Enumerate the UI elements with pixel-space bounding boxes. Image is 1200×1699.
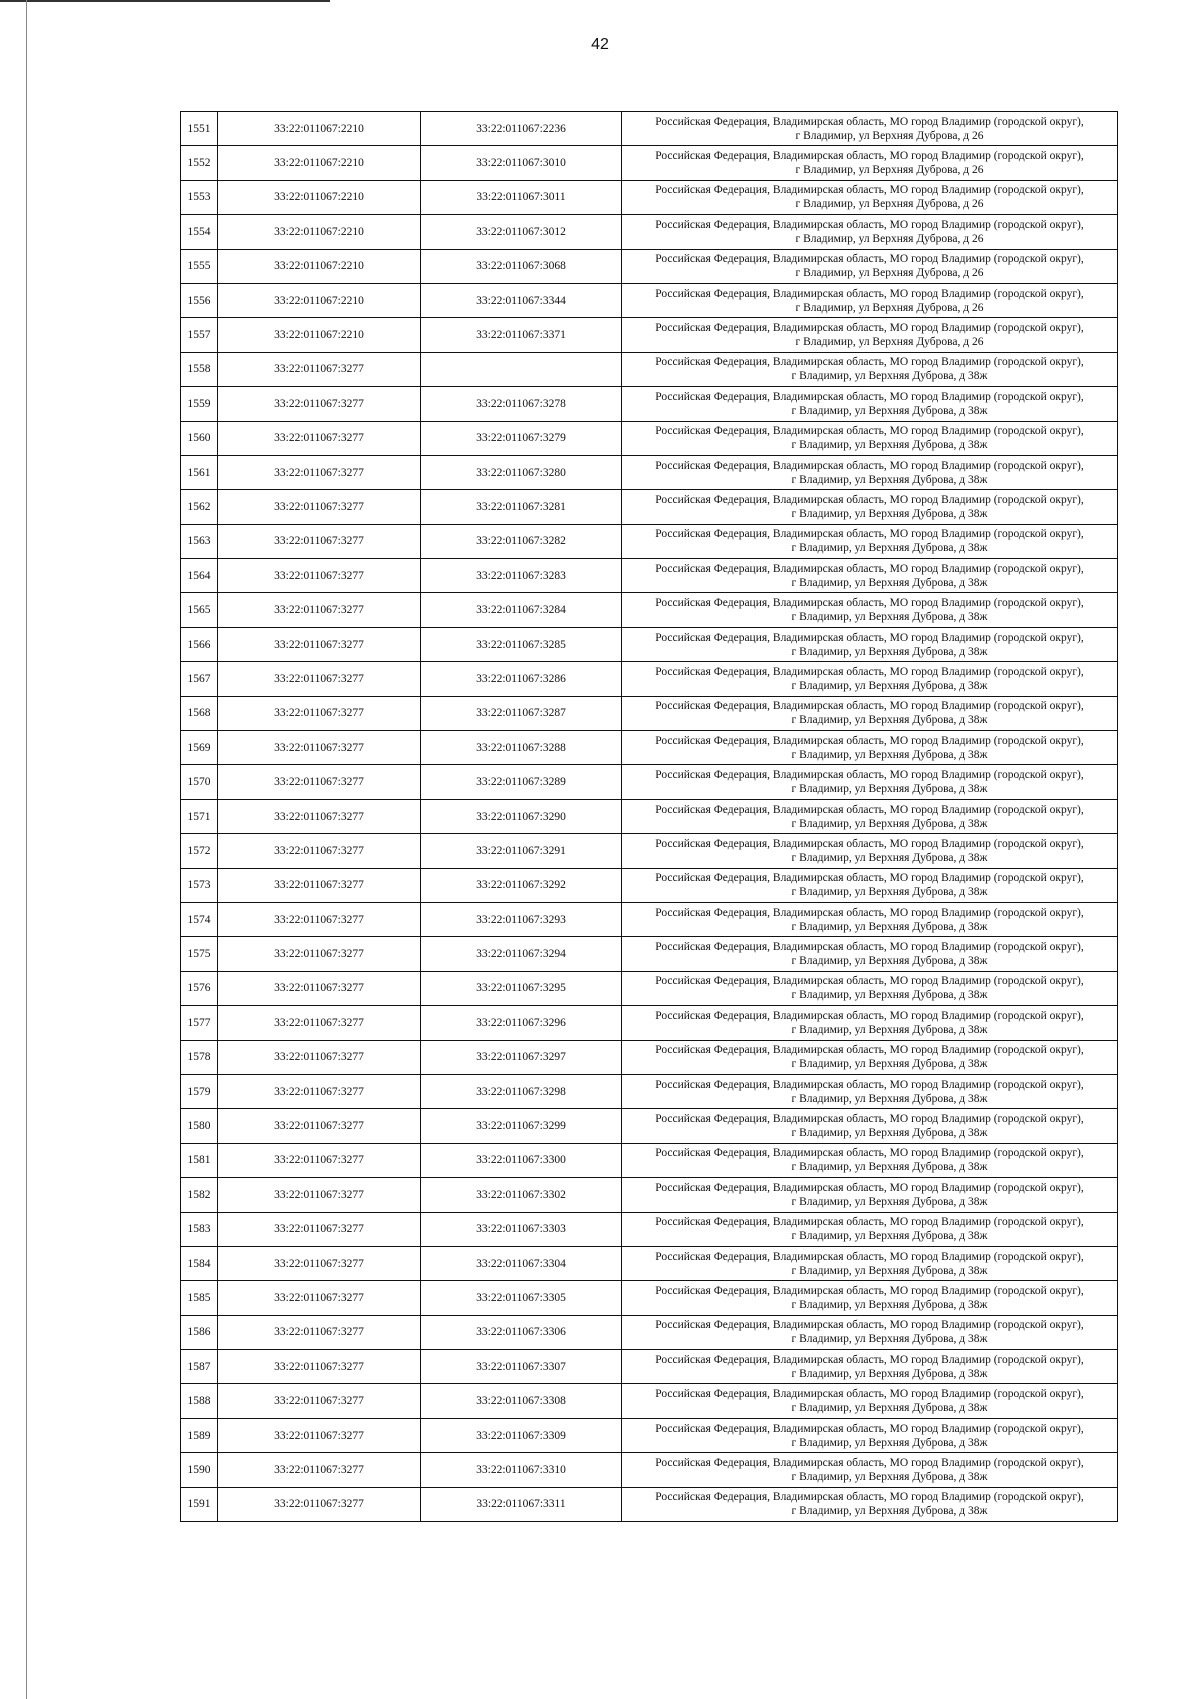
row-number: 1562 bbox=[181, 490, 218, 524]
address-line-2: г Владимир, ул Верхняя Дуброва, д 38ж bbox=[791, 955, 988, 968]
cadastral-number: 33:22:011067:3307 bbox=[421, 1350, 622, 1384]
address-line-1: Российская Федерация, Владимирская область, МО город Владимир (городской округ), bbox=[655, 356, 1084, 369]
table-row bbox=[181, 868, 1118, 902]
address-line-1: Российская Федерация, Владимирская область, МО город Владимир (городской округ), bbox=[655, 1181, 1084, 1194]
address-cell bbox=[622, 1246, 1118, 1280]
row-number: 1551 bbox=[181, 112, 218, 146]
address-cell bbox=[622, 731, 1118, 765]
address-line-2: г Владимир, ул Верхняя Дуброва, д 38ж bbox=[791, 1505, 988, 1518]
address-line-2: г Владимир, ул Верхняя Дуброва, д 38ж bbox=[791, 542, 988, 555]
address-cell bbox=[622, 1281, 1118, 1315]
cadastral-number: 33:22:011067:3308 bbox=[421, 1384, 622, 1418]
address-cell bbox=[622, 902, 1118, 936]
address-line-1: Российская Федерация, Владимирская область, МО город Владимир (городской округ), bbox=[655, 975, 1084, 988]
parent-cadastral-number: 33:22:011067:3277 bbox=[218, 1384, 421, 1418]
cadastral-number: 33:22:011067:3306 bbox=[421, 1315, 622, 1349]
cadastral-number: 33:22:011067:3284 bbox=[421, 593, 622, 627]
cadastral-number: 33:22:011067:3287 bbox=[421, 696, 622, 730]
address-cell bbox=[622, 662, 1118, 696]
row-number: 1571 bbox=[181, 799, 218, 833]
address-line-2: г Владимир, ул Верхняя Дуброва, д 38ж bbox=[791, 1402, 988, 1415]
row-number: 1559 bbox=[181, 387, 218, 421]
row-number: 1588 bbox=[181, 1384, 218, 1418]
address-line-2: г Владимир, ул Верхняя Дуброва, д 26 bbox=[795, 267, 984, 280]
cadastral-number: 33:22:011067:3281 bbox=[421, 490, 622, 524]
address-cell bbox=[622, 1418, 1118, 1452]
address-line-2: г Владимир, ул Верхняя Дуброва, д 38ж bbox=[791, 1436, 988, 1449]
address-line-2: г Владимир, ул Верхняя Дуброва, д 26 bbox=[795, 164, 984, 177]
parent-cadastral-number: 33:22:011067:3277 bbox=[218, 1315, 421, 1349]
address-cell bbox=[622, 868, 1118, 902]
cadastral-number: 33:22:011067:3295 bbox=[421, 971, 622, 1005]
row-number: 1569 bbox=[181, 731, 218, 765]
table-row bbox=[181, 799, 1118, 833]
parent-cadastral-number: 33:22:011067:3277 bbox=[218, 902, 421, 936]
table-row bbox=[181, 731, 1118, 765]
address-cell bbox=[622, 1040, 1118, 1074]
address-line-2: г Владимир, ул Верхняя Дуброва, д 26 bbox=[795, 198, 984, 211]
row-number: 1582 bbox=[181, 1178, 218, 1212]
registry-table-body bbox=[181, 112, 1118, 1522]
row-number: 1574 bbox=[181, 902, 218, 936]
parent-cadastral-number: 33:22:011067:2210 bbox=[218, 283, 421, 317]
table-row bbox=[181, 1281, 1118, 1315]
cadastral-number: 33:22:011067:3302 bbox=[421, 1178, 622, 1212]
address-line-1: Российская Федерация, Владимирская область, МО город Владимир (городской округ), bbox=[655, 287, 1084, 300]
table-row bbox=[181, 559, 1118, 593]
table-row bbox=[181, 215, 1118, 249]
row-number: 1591 bbox=[181, 1487, 218, 1521]
cadastral-number: 33:22:011067:3298 bbox=[421, 1074, 622, 1108]
row-number: 1563 bbox=[181, 524, 218, 558]
address-line-1: Российская Федерация, Владимирская область, МО город Владимир (городской округ), bbox=[655, 1388, 1084, 1401]
address-cell bbox=[622, 1487, 1118, 1521]
row-number: 1557 bbox=[181, 318, 218, 352]
address-line-1: Российская Федерация, Владимирская область, МО город Владимир (городской округ), bbox=[655, 184, 1084, 197]
cadastral-number: 33:22:011067:3293 bbox=[421, 902, 622, 936]
parent-cadastral-number: 33:22:011067:3277 bbox=[218, 1453, 421, 1487]
cadastral-number: 33:22:011067:3305 bbox=[421, 1281, 622, 1315]
table-row bbox=[181, 249, 1118, 283]
parent-cadastral-number: 33:22:011067:3277 bbox=[218, 731, 421, 765]
table-row bbox=[181, 765, 1118, 799]
address-line-2: г Владимир, ул Верхняя Дуброва, д 38ж bbox=[791, 1230, 988, 1243]
address-line-1: Российская Федерация, Владимирская область, МО город Владимир (городской округ), bbox=[655, 459, 1084, 472]
row-number: 1584 bbox=[181, 1246, 218, 1280]
address-cell bbox=[622, 627, 1118, 661]
address-line-1: Российская Федерация, Владимирская область, МО город Владимир (городской округ), bbox=[655, 218, 1084, 231]
table-row bbox=[181, 662, 1118, 696]
table-row bbox=[181, 146, 1118, 180]
address-cell bbox=[622, 490, 1118, 524]
parent-cadastral-number: 33:22:011067:3277 bbox=[218, 1418, 421, 1452]
address-cell bbox=[622, 112, 1118, 146]
address-line-2: г Владимир, ул Верхняя Дуброва, д 38ж bbox=[791, 886, 988, 899]
row-number: 1565 bbox=[181, 593, 218, 627]
address-line-1: Российская Федерация, Владимирская область, МО город Владимир (городской округ), bbox=[655, 1216, 1084, 1229]
row-number: 1586 bbox=[181, 1315, 218, 1349]
row-number: 1555 bbox=[181, 249, 218, 283]
address-line-2: г Владимир, ул Верхняя Дуброва, д 26 bbox=[795, 129, 984, 142]
row-number: 1568 bbox=[181, 696, 218, 730]
address-line-2: г Владимир, ул Верхняя Дуброва, д 38ж bbox=[791, 1195, 988, 1208]
parent-cadastral-number: 33:22:011067:3277 bbox=[218, 352, 421, 386]
table-row bbox=[181, 834, 1118, 868]
cadastral-number: 33:22:011067:3283 bbox=[421, 559, 622, 593]
address-line-2: г Владимир, ул Верхняя Дуброва, д 26 bbox=[795, 232, 984, 245]
address-line-1: Российская Федерация, Владимирская область, МО город Владимир (городской округ), bbox=[655, 941, 1084, 954]
row-number: 1572 bbox=[181, 834, 218, 868]
address-line-2: г Владимир, ул Верхняя Дуброва, д 38ж bbox=[791, 1264, 988, 1277]
cadastral-number: 33:22:011067:3297 bbox=[421, 1040, 622, 1074]
address-line-2: г Владимир, ул Верхняя Дуброва, д 38ж bbox=[791, 473, 988, 486]
address-line-1: Российская Федерация, Владимирская область, МО город Владимир (городской округ), bbox=[655, 1044, 1084, 1057]
address-cell bbox=[622, 1006, 1118, 1040]
table-row bbox=[181, 283, 1118, 317]
table-row bbox=[181, 1178, 1118, 1212]
cadastral-number: 33:22:011067:3300 bbox=[421, 1143, 622, 1177]
address-line-2: г Владимир, ул Верхняя Дуброва, д 38ж bbox=[791, 1333, 988, 1346]
table-row bbox=[181, 455, 1118, 489]
row-number: 1590 bbox=[181, 1453, 218, 1487]
row-number: 1566 bbox=[181, 627, 218, 661]
table-row bbox=[181, 1074, 1118, 1108]
row-number: 1589 bbox=[181, 1418, 218, 1452]
parent-cadastral-number: 33:22:011067:3277 bbox=[218, 1212, 421, 1246]
address-line-1: Российская Федерация, Владимирская область, МО город Владимир (городской округ), bbox=[655, 1353, 1084, 1366]
address-line-1: Российская Федерация, Владимирская область, МО город Владимир (городской округ), bbox=[655, 322, 1084, 335]
address-line-2: г Владимир, ул Верхняя Дуброва, д 38ж bbox=[791, 851, 988, 864]
cadastral-number: 33:22:011067:3290 bbox=[421, 799, 622, 833]
cadastral-number: 33:22:011067:3288 bbox=[421, 731, 622, 765]
row-number: 1553 bbox=[181, 180, 218, 214]
row-number: 1578 bbox=[181, 1040, 218, 1074]
address-line-2: г Владимир, ул Верхняя Дуброва, д 38ж bbox=[791, 611, 988, 624]
address-cell bbox=[622, 1384, 1118, 1418]
address-line-1: Российская Федерация, Владимирская область, МО город Владимир (городской округ), bbox=[655, 1147, 1084, 1160]
address-line-1: Российская Федерация, Владимирская область, МО город Владимир (городской округ), bbox=[655, 1319, 1084, 1332]
table-row bbox=[181, 696, 1118, 730]
page-number: 42 bbox=[591, 36, 609, 53]
address-line-2: г Владимир, ул Верхняя Дуброва, д 38ж bbox=[791, 817, 988, 830]
parent-cadastral-number: 33:22:011067:3277 bbox=[218, 1143, 421, 1177]
cadastral-number: 33:22:011067:3068 bbox=[421, 249, 622, 283]
parent-cadastral-number: 33:22:011067:3277 bbox=[218, 1178, 421, 1212]
parent-cadastral-number: 33:22:011067:3277 bbox=[218, 1074, 421, 1108]
cadastral-number: 33:22:011067:3310 bbox=[421, 1453, 622, 1487]
parent-cadastral-number: 33:22:011067:3277 bbox=[218, 524, 421, 558]
table-row bbox=[181, 112, 1118, 146]
address-cell bbox=[622, 1109, 1118, 1143]
address-cell bbox=[622, 318, 1118, 352]
address-cell bbox=[622, 1453, 1118, 1487]
address-line-2: г Владимир, ул Верхняя Дуброва, д 38ж bbox=[791, 1470, 988, 1483]
parent-cadastral-number: 33:22:011067:2210 bbox=[218, 249, 421, 283]
table-row bbox=[181, 1315, 1118, 1349]
cadastral-number: 33:22:011067:3012 bbox=[421, 215, 622, 249]
address-line-1: Российская Федерация, Владимирская область, МО город Владимир (городской округ), bbox=[655, 253, 1084, 266]
cadastral-number: 33:22:011067:3289 bbox=[421, 765, 622, 799]
row-number: 1577 bbox=[181, 1006, 218, 1040]
table-row bbox=[181, 937, 1118, 971]
address-line-2: г Владимир, ул Верхняя Дуброва, д 38ж bbox=[791, 1092, 988, 1105]
scan-border-left bbox=[26, 0, 27, 1699]
address-line-2: г Владимир, ул Верхняя Дуброва, д 38ж bbox=[791, 783, 988, 796]
row-number: 1567 bbox=[181, 662, 218, 696]
address-line-1: Российская Федерация, Владимирская область, МО город Владимир (городской округ), bbox=[655, 528, 1084, 541]
address-line-1: Российская Федерация, Владимирская область, МО город Владимир (городской округ), bbox=[655, 597, 1084, 610]
cadastral-number: 33:22:011067:3010 bbox=[421, 146, 622, 180]
cadastral-number: 33:22:011067:3279 bbox=[421, 421, 622, 455]
address-cell bbox=[622, 1212, 1118, 1246]
table-row bbox=[181, 593, 1118, 627]
address-line-2: г Владимир, ул Верхняя Дуброва, д 26 bbox=[795, 301, 984, 314]
row-number: 1556 bbox=[181, 283, 218, 317]
parent-cadastral-number: 33:22:011067:3277 bbox=[218, 799, 421, 833]
table-row bbox=[181, 1143, 1118, 1177]
address-cell bbox=[622, 971, 1118, 1005]
address-line-2: г Владимир, ул Верхняя Дуброва, д 38ж bbox=[791, 714, 988, 727]
address-line-2: г Владимир, ул Верхняя Дуброва, д 38ж bbox=[791, 1367, 988, 1380]
row-number: 1581 bbox=[181, 1143, 218, 1177]
table-row bbox=[181, 971, 1118, 1005]
table-row bbox=[181, 1350, 1118, 1384]
parent-cadastral-number: 33:22:011067:3277 bbox=[218, 1281, 421, 1315]
address-line-1: Российская Федерация, Владимирская область, МО город Владимир (городской округ), bbox=[655, 769, 1084, 782]
row-number: 1558 bbox=[181, 352, 218, 386]
parent-cadastral-number: 33:22:011067:3277 bbox=[218, 937, 421, 971]
cadastral-number: 33:22:011067:3304 bbox=[421, 1246, 622, 1280]
parent-cadastral-number: 33:22:011067:3277 bbox=[218, 1487, 421, 1521]
row-number: 1585 bbox=[181, 1281, 218, 1315]
address-line-1: Российская Федерация, Владимирская область, МО город Владимир (городской округ), bbox=[655, 1422, 1084, 1435]
address-line-1: Российская Федерация, Владимирская область, МО город Владимир (городской округ), bbox=[655, 872, 1084, 885]
parent-cadastral-number: 33:22:011067:2210 bbox=[218, 146, 421, 180]
parent-cadastral-number: 33:22:011067:3277 bbox=[218, 455, 421, 489]
address-cell bbox=[622, 387, 1118, 421]
address-cell bbox=[622, 1074, 1118, 1108]
parent-cadastral-number: 33:22:011067:2210 bbox=[218, 112, 421, 146]
table-row bbox=[181, 1384, 1118, 1418]
parent-cadastral-number: 33:22:011067:3277 bbox=[218, 971, 421, 1005]
table-row bbox=[181, 1453, 1118, 1487]
address-cell bbox=[622, 834, 1118, 868]
cadastral-number: 33:22:011067:3285 bbox=[421, 627, 622, 661]
cadastral-number: 33:22:011067:3286 bbox=[421, 662, 622, 696]
address-line-2: г Владимир, ул Верхняя Дуброва, д 26 bbox=[795, 336, 984, 349]
cadastral-number: 33:22:011067:3344 bbox=[421, 283, 622, 317]
cadastral-number: 33:22:011067:3296 bbox=[421, 1006, 622, 1040]
address-cell bbox=[622, 559, 1118, 593]
address-line-1: Российская Федерация, Владимирская область, МО город Владимир (городской округ), bbox=[655, 734, 1084, 747]
parent-cadastral-number: 33:22:011067:3277 bbox=[218, 1006, 421, 1040]
address-cell bbox=[622, 765, 1118, 799]
parent-cadastral-number: 33:22:011067:3277 bbox=[218, 1040, 421, 1074]
address-line-1: Российская Федерация, Владимирская область, МО город Владимир (городской округ), bbox=[655, 1491, 1084, 1504]
address-cell bbox=[622, 593, 1118, 627]
address-line-2: г Владимир, ул Верхняя Дуброва, д 38ж bbox=[791, 679, 988, 692]
parent-cadastral-number: 33:22:011067:2210 bbox=[218, 215, 421, 249]
address-line-2: г Владимир, ул Верхняя Дуброва, д 38ж bbox=[791, 576, 988, 589]
address-cell bbox=[622, 421, 1118, 455]
address-line-1: Российская Федерация, Владимирская область, МО город Владимир (городской округ), bbox=[655, 390, 1084, 403]
cadastral-number: 33:22:011067:3294 bbox=[421, 937, 622, 971]
cadastral-number bbox=[421, 352, 622, 386]
parent-cadastral-number: 33:22:011067:2210 bbox=[218, 180, 421, 214]
address-line-2: г Владимир, ул Верхняя Дуброва, д 38ж bbox=[791, 370, 988, 383]
address-line-1: Российская Федерация, Владимирская область, МО город Владимир (городской округ), bbox=[655, 700, 1084, 713]
cadastral-number: 33:22:011067:3291 bbox=[421, 834, 622, 868]
row-number: 1580 bbox=[181, 1109, 218, 1143]
table-row bbox=[181, 1487, 1118, 1521]
parent-cadastral-number: 33:22:011067:3277 bbox=[218, 1109, 421, 1143]
parent-cadastral-number: 33:22:011067:3277 bbox=[218, 662, 421, 696]
address-cell bbox=[622, 1178, 1118, 1212]
address-line-2: г Владимир, ул Верхняя Дуброва, д 38ж bbox=[791, 439, 988, 452]
parent-cadastral-number: 33:22:011067:3277 bbox=[218, 490, 421, 524]
parent-cadastral-number: 33:22:011067:3277 bbox=[218, 834, 421, 868]
cadastral-number: 33:22:011067:3280 bbox=[421, 455, 622, 489]
address-line-1: Российская Федерация, Владимирская область, МО город Владимир (городской округ), bbox=[655, 493, 1084, 506]
address-line-1: Российская Федерация, Владимирская область, МО город Владимир (городской округ), bbox=[655, 631, 1084, 644]
parent-cadastral-number: 33:22:011067:3277 bbox=[218, 627, 421, 661]
address-line-1: Российская Федерация, Владимирская область, МО город Владимир (городской округ), bbox=[655, 150, 1084, 163]
cadastral-number: 33:22:011067:3282 bbox=[421, 524, 622, 558]
table-row bbox=[181, 387, 1118, 421]
address-cell bbox=[622, 799, 1118, 833]
row-number: 1561 bbox=[181, 455, 218, 489]
address-line-2: г Владимир, ул Верхняя Дуброва, д 38ж bbox=[791, 507, 988, 520]
address-cell bbox=[622, 455, 1118, 489]
row-number: 1552 bbox=[181, 146, 218, 180]
table-row bbox=[181, 421, 1118, 455]
table-row bbox=[181, 352, 1118, 386]
cadastral-number: 33:22:011067:3303 bbox=[421, 1212, 622, 1246]
address-line-1: Российская Федерация, Владимирская область, МО город Владимир (городской округ), bbox=[655, 425, 1084, 438]
address-line-1: Российская Федерация, Владимирская область, МО город Владимир (городской округ), bbox=[655, 1078, 1084, 1091]
address-line-2: г Владимир, ул Верхняя Дуброва, д 38ж bbox=[791, 1058, 988, 1071]
row-number: 1554 bbox=[181, 215, 218, 249]
table-row bbox=[181, 1109, 1118, 1143]
address-line-1: Российская Федерация, Владимирская область, МО город Владимир (городской округ), bbox=[655, 1456, 1084, 1469]
address-cell bbox=[622, 696, 1118, 730]
parent-cadastral-number: 33:22:011067:3277 bbox=[218, 868, 421, 902]
address-line-2: г Владимир, ул Верхняя Дуброва, д 38ж bbox=[791, 989, 988, 1002]
table-row bbox=[181, 1418, 1118, 1452]
address-cell bbox=[622, 1350, 1118, 1384]
table-row bbox=[181, 1040, 1118, 1074]
address-cell bbox=[622, 1143, 1118, 1177]
row-number: 1579 bbox=[181, 1074, 218, 1108]
address-cell bbox=[622, 352, 1118, 386]
address-line-1: Российская Федерация, Владимирская область, МО город Владимир (городской округ), bbox=[655, 562, 1084, 575]
parent-cadastral-number: 33:22:011067:3277 bbox=[218, 765, 421, 799]
table-row bbox=[181, 490, 1118, 524]
table-row bbox=[181, 1246, 1118, 1280]
address-cell bbox=[622, 1315, 1118, 1349]
address-line-1: Российская Федерация, Владимирская область, МО город Владимир (городской округ), bbox=[655, 115, 1084, 128]
address-line-2: г Владимир, ул Верхняя Дуброва, д 38ж bbox=[791, 920, 988, 933]
row-number: 1587 bbox=[181, 1350, 218, 1384]
row-number: 1576 bbox=[181, 971, 218, 1005]
cadastral-number: 33:22:011067:3311 bbox=[421, 1487, 622, 1521]
address-line-1: Российская Федерация, Владимирская область, МО город Владимир (городской округ), bbox=[655, 1113, 1084, 1126]
table-row bbox=[181, 627, 1118, 661]
address-line-2: г Владимир, ул Верхняя Дуброва, д 38ж bbox=[791, 404, 988, 417]
parent-cadastral-number: 33:22:011067:3277 bbox=[218, 1350, 421, 1384]
address-cell bbox=[622, 215, 1118, 249]
registry-table bbox=[180, 111, 1118, 1522]
address-cell bbox=[622, 937, 1118, 971]
table-row bbox=[181, 524, 1118, 558]
parent-cadastral-number: 33:22:011067:3277 bbox=[218, 559, 421, 593]
cadastral-number: 33:22:011067:3299 bbox=[421, 1109, 622, 1143]
row-number: 1583 bbox=[181, 1212, 218, 1246]
parent-cadastral-number: 33:22:011067:2210 bbox=[218, 318, 421, 352]
address-cell bbox=[622, 249, 1118, 283]
address-line-2: г Владимир, ул Верхняя Дуброва, д 38ж bbox=[791, 1161, 988, 1174]
cadastral-number: 33:22:011067:3292 bbox=[421, 868, 622, 902]
parent-cadastral-number: 33:22:011067:3277 bbox=[218, 1246, 421, 1280]
address-line-1: Российская Федерация, Владимирская область, МО город Владимир (городской округ), bbox=[655, 665, 1084, 678]
row-number: 1575 bbox=[181, 937, 218, 971]
address-line-2: г Владимир, ул Верхняя Дуброва, д 38ж bbox=[791, 1127, 988, 1140]
address-cell bbox=[622, 283, 1118, 317]
parent-cadastral-number: 33:22:011067:3277 bbox=[218, 387, 421, 421]
address-line-2: г Владимир, ул Верхняя Дуброва, д 38ж bbox=[791, 1298, 988, 1311]
address-cell bbox=[622, 524, 1118, 558]
row-number: 1564 bbox=[181, 559, 218, 593]
row-number: 1570 bbox=[181, 765, 218, 799]
address-line-1: Российская Федерация, Владимирская область, МО город Владимир (городской округ), bbox=[655, 837, 1084, 850]
table-row bbox=[181, 318, 1118, 352]
scan-border-top bbox=[0, 0, 330, 2]
cadastral-number: 33:22:011067:3278 bbox=[421, 387, 622, 421]
cadastral-number: 33:22:011067:3371 bbox=[421, 318, 622, 352]
cadastral-number: 33:22:011067:3011 bbox=[421, 180, 622, 214]
row-number: 1560 bbox=[181, 421, 218, 455]
address-cell bbox=[622, 146, 1118, 180]
parent-cadastral-number: 33:22:011067:3277 bbox=[218, 593, 421, 627]
parent-cadastral-number: 33:22:011067:3277 bbox=[218, 696, 421, 730]
address-line-1: Российская Федерация, Владимирская область, МО город Владимир (городской округ), bbox=[655, 1284, 1084, 1297]
address-line-1: Российская Федерация, Владимирская область, МО город Владимир (городской округ), bbox=[655, 803, 1084, 816]
cadastral-number: 33:22:011067:3309 bbox=[421, 1418, 622, 1452]
address-line-1: Российская Федерация, Владимирская область, МО город Владимир (городской округ), bbox=[655, 906, 1084, 919]
address-line-1: Российская Федерация, Владимирская область, МО город Владимир (городской округ), bbox=[655, 1009, 1084, 1022]
row-number: 1573 bbox=[181, 868, 218, 902]
parent-cadastral-number: 33:22:011067:3277 bbox=[218, 421, 421, 455]
cadastral-number: 33:22:011067:2236 bbox=[421, 112, 622, 146]
address-line-1: Российская Федерация, Владимирская область, МО город Владимир (городской округ), bbox=[655, 1250, 1084, 1263]
address-cell bbox=[622, 180, 1118, 214]
table-row bbox=[181, 1212, 1118, 1246]
address-line-2: г Владимир, ул Верхняя Дуброва, д 38ж bbox=[791, 645, 988, 658]
address-line-2: г Владимир, ул Верхняя Дуброва, д 38ж bbox=[791, 748, 988, 761]
address-line-2: г Владимир, ул Верхняя Дуброва, д 38ж bbox=[791, 1023, 988, 1036]
table-row bbox=[181, 902, 1118, 936]
table-row bbox=[181, 180, 1118, 214]
table-row bbox=[181, 1006, 1118, 1040]
